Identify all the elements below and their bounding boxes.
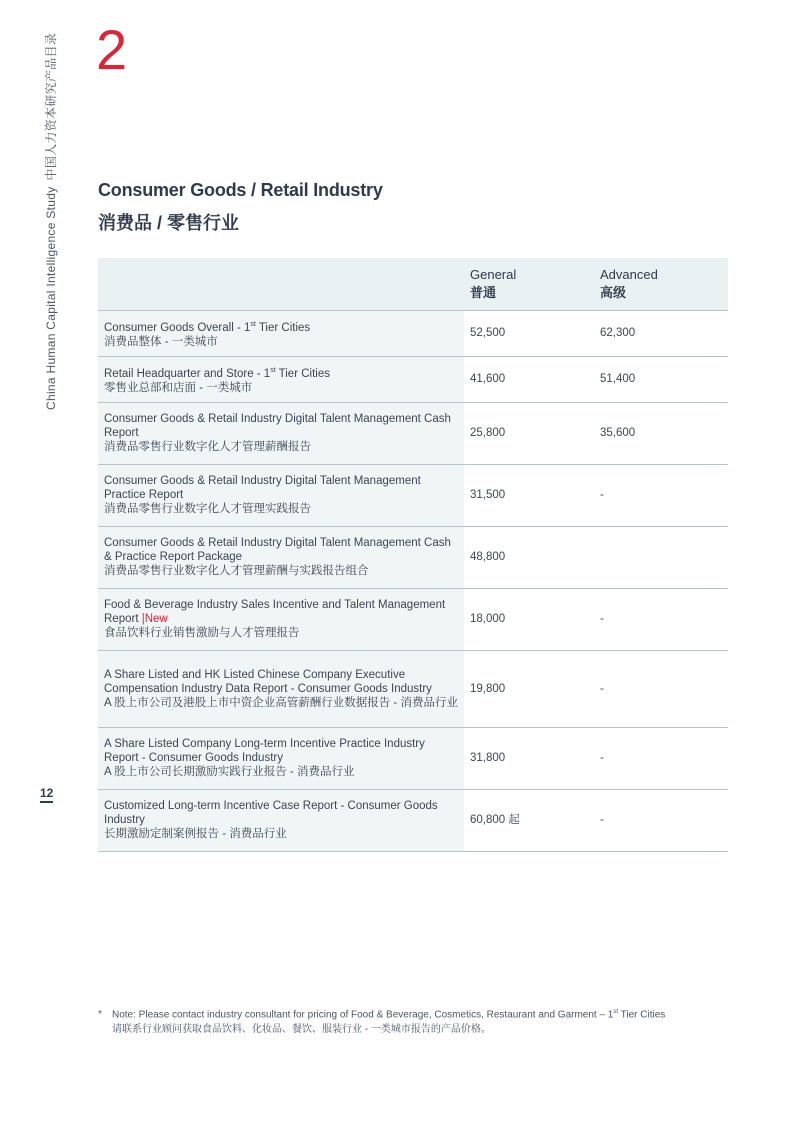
footnote: [98, 1005, 738, 1037]
new-badge: New: [144, 613, 168, 626]
product-name-cell: [98, 588, 464, 650]
footnote-en-suffix: Tier Cities: [618, 1009, 666, 1021]
section-title-en: Consumer Goods / Retail Industry: [98, 180, 383, 200]
header-advanced: [594, 258, 728, 311]
table-row: [98, 588, 728, 650]
general-price: 52,500: [464, 311, 594, 357]
table-row: [98, 789, 728, 851]
product-name-en: Consumer Goods & Retail Industry Digital Talent Management Cash & Practice Report Package: [104, 537, 451, 564]
table-row: [98, 727, 728, 789]
product-name-zh: 消费品零售行业数字化人才管理实践报告: [104, 503, 311, 516]
section-title-zh: 消费品 / 零售行业: [98, 213, 240, 233]
table-row: [98, 526, 728, 588]
product-name-en-suffix: Tier Cities: [255, 321, 311, 334]
product-name-en: Customized Long-term Incentive Case Report - Consumer Goods Industry: [104, 800, 438, 827]
table-row: [98, 356, 728, 402]
footnote-en-text: Note: Please contact industry consultant for pricing of Food & Beverage, Cosmetics, Restaurant and Garment – 1: [112, 1009, 614, 1021]
header-general: [464, 258, 594, 311]
advanced-price: 51,400: [594, 356, 728, 402]
product-name-zh: 消费品零售行业数字化人才管理薪酬与实践报告组合: [104, 565, 369, 578]
footnote-zh: 请联系行业顾问获取食品饮料、化妆品、餐饮、服装行业 - 一类城市报告的产品价格。: [112, 1024, 491, 1036]
product-name-en: Consumer Goods & Retail Industry Digital Talent Management Cash Report: [104, 413, 451, 440]
price-table: [98, 258, 728, 852]
footnote-en: [98, 1005, 738, 1022]
general-price: 19,800: [464, 650, 594, 727]
side-title-en: China Human Capital Intelligence Study: [44, 186, 58, 410]
product-name-zh: 消费品零售行业数字化人才管理薪酬报告: [104, 441, 311, 454]
product-name-en: Consumer Goods & Retail Industry Digital Talent Management Practice Report: [104, 475, 421, 502]
product-name-zh: 零售业总部和店面 - 一类城市: [104, 381, 253, 394]
advanced-price: -: [594, 464, 728, 526]
product-name-cell: [98, 727, 464, 789]
ordinal-sup: st: [270, 366, 276, 374]
product-name-zh: 消费品整体 - 一类城市: [104, 335, 218, 348]
new-separator: |: [141, 613, 145, 626]
table-row: [98, 402, 728, 464]
footnote-star: *: [98, 1009, 102, 1021]
product-name-zh: 长期激励定制案例报告 - 消费品行业: [104, 828, 287, 841]
advanced-price: 35,600: [594, 402, 728, 464]
table-header-row: [98, 258, 728, 311]
product-name-cell: [98, 356, 464, 402]
chapter-number: 2: [96, 18, 128, 81]
general-price: 18,000: [464, 588, 594, 650]
product-name-en-text: Retail Headquarter and Store - 1: [104, 367, 271, 380]
advanced-price: -: [594, 789, 728, 851]
product-name-en-text: Consumer Goods Overall - 1: [104, 321, 251, 334]
product-name-cell: [98, 650, 464, 727]
general-price: 31,500: [464, 464, 594, 526]
page-number: 12: [40, 786, 53, 803]
table-row: [98, 650, 728, 727]
header-advanced-en: Advanced: [600, 267, 658, 282]
advanced-price: -: [594, 727, 728, 789]
product-name-cell: [98, 311, 464, 357]
product-name-en: [104, 368, 330, 380]
general-price: 25,800: [464, 402, 594, 464]
table-row: [98, 464, 728, 526]
advanced-price: [594, 526, 728, 588]
product-name-zh: A 股上市公司长期激励实践行业报告 - 消费品行业: [104, 766, 355, 779]
product-name-en-text: Food & Beverage Industry Sales Incentive and Talent Management Report: [104, 599, 446, 626]
product-name-en: [104, 322, 310, 334]
product-name-zh: 食品饮料行业销售激励与人才管理报告: [104, 627, 300, 640]
advanced-price: -: [594, 650, 728, 727]
advanced-price: 62,300: [594, 311, 728, 357]
general-price: 31,800: [464, 727, 594, 789]
product-name-en-suffix: Tier Cities: [275, 367, 330, 380]
product-name-cell: [98, 402, 464, 464]
ordinal-sup: st: [250, 321, 256, 328]
header-general-en: General: [470, 267, 517, 282]
product-name-en: A Share Listed Company Long-term Incentive Practice Industry Report - Consumer Goods Industry: [104, 738, 425, 765]
product-name-zh: A 股上市公司及港股上市中资企业高管薪酬行业数据报告 - 消费品行业: [104, 696, 458, 709]
product-name-cell: [98, 526, 464, 588]
product-name-cell: [98, 789, 464, 851]
general-price: 41,600: [464, 356, 594, 402]
side-running-title: [42, 33, 59, 410]
general-price: 60,800 起: [464, 789, 594, 851]
header-product: [98, 258, 464, 311]
header-general-zh: 普通: [470, 285, 497, 300]
general-price: 48,800: [464, 526, 594, 588]
header-advanced-zh: 高级: [600, 285, 627, 300]
side-title-zh: 中国人力资本研究产品目录: [44, 32, 58, 181]
table-row: [98, 311, 728, 357]
advanced-price: -: [594, 588, 728, 650]
product-name-cell: [98, 464, 464, 526]
product-name-en: A Share Listed and HK Listed Chinese Company Executive Compensation Industry Data Report - Consumer Goods Industry: [104, 668, 432, 695]
footnote-sup: st: [613, 1009, 619, 1015]
product-name-en: [104, 599, 445, 625]
